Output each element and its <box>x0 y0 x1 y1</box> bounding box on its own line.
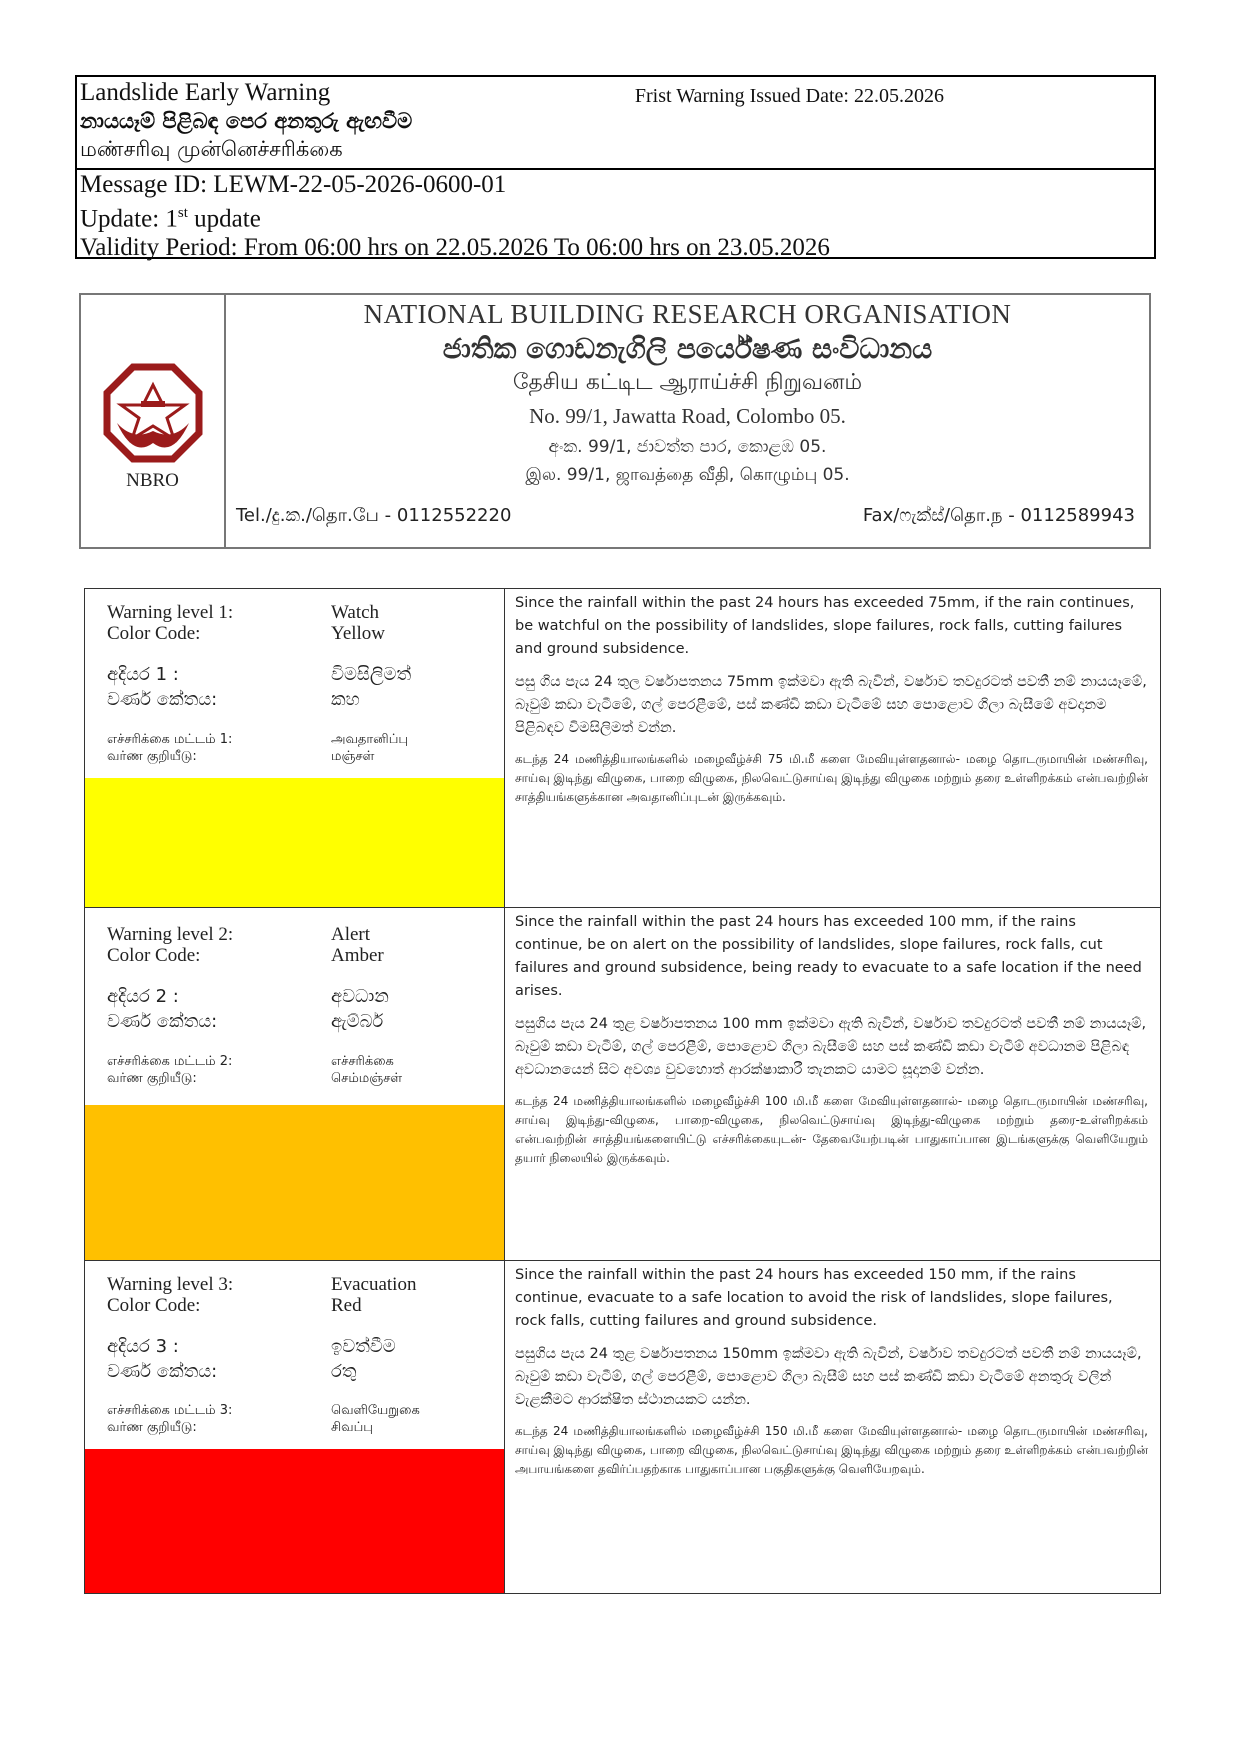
nbro-logo-label: NBRO <box>126 470 179 491</box>
color-label-ta: வர்ண குறியீடு: <box>107 749 197 764</box>
telephone-number: Tel./දු.ක./தொ.பே - 0112552220 <box>236 505 512 526</box>
org-address-english: No. 99/1, Jawatta Road, Colombo 05. <box>529 404 846 428</box>
title-english: Landslide Early Warning <box>80 79 331 106</box>
color-label-si: වර්ණ කේතය: <box>107 689 218 710</box>
level-value-ta: வெளியேறுகை <box>331 1403 420 1418</box>
fax-number: Fax/ෆැක්ස්/தொ.ந - 0112589943 <box>862 505 1135 526</box>
level-value-si: ඉවත්වීම <box>331 1336 396 1357</box>
level-label-si: අදියර 1 : <box>107 664 179 685</box>
description-sinhala: පසු ගිය පැය 24 තුල වර්ෂාපතනය 75mm ඉක්මවා ඇති බැවින්, වර්ෂාව තවදුරටත් පවතී නම් නායයෑමේ, බෑවුම් කඩා වැටීමේ, ගල් පෙරළීමේ, පස් කණ්ඩි කඩා වැටීමේ සහ පොළොව ගිලා බැසීමේ අවදානම පිළිබඳව විමසිලිමත් වන්න. <box>515 674 1147 736</box>
level-value-ta: அவதானிப்பு <box>331 732 409 747</box>
color-value-en: Yellow <box>331 623 386 644</box>
org-address-tamil: இல. 99/1, ஜாவத்தை வீதி, கொழும்பு 05. <box>525 465 850 485</box>
color-label-en: Color Code: <box>107 1295 201 1316</box>
org-name-english: NATIONAL BUILDING RESEARCH ORGANISATION <box>363 299 1012 329</box>
level-label-ta: எச்சரிக்கை மட்டம் 3: <box>107 1403 233 1418</box>
color-label-si: වර්ණ කේතය: <box>107 1361 218 1382</box>
color-swatch-red <box>85 1449 504 1593</box>
color-swatch-amber <box>85 1105 504 1260</box>
update-superscript: st <box>177 205 188 221</box>
level-label-si: අදියර 3 : <box>107 1336 179 1357</box>
level-value-en: Alert <box>331 924 371 945</box>
title-sinhala: නායයෑම් පිළිබඳ පෙර අනතුරු ඇඟවීම <box>80 109 413 133</box>
color-swatch-yellow <box>85 778 504 907</box>
description-sinhala: පසුගිය පැය 24 තුළ වර්ෂාපතනය 150mm ඉක්මවා ඇති බැවින්, වර්ෂාව තවදුරටත් පවතී නම් නායයෑම්, බෑවුම් කඩා වැටීම්, ගල් පෙරළීම්, පොළොව ගිලා බැසීම් සහ පස් කණ්ඩි කඩා වැටීමේ අනතුරු වලින් වැළකීමට ආරක්ෂිත ස්ථානයකට යන්න. <box>515 1346 1142 1408</box>
level-value-en: Evacuation <box>331 1274 417 1295</box>
warning-header <box>75 75 1156 262</box>
color-label-si: වර්ණ කේතය: <box>107 1011 218 1032</box>
issued-date: Frist Warning Issued Date: 22.05.2026 <box>634 85 944 107</box>
title-tamil: மண்சரிவு முன்னெச்சரிக்கை <box>80 137 343 161</box>
level-description-cell <box>505 589 1160 907</box>
warning-title-block <box>77 77 1154 170</box>
level-value-si: අවධාන <box>331 986 389 1007</box>
validity-period: Validity Period: From 06:00 hrs on 22.05.2026 To 06:00 hrs on 23.05.2026 <box>80 234 830 262</box>
description-english: Since the rainfall within the past 24 hours has exceeded 150 mm, if the rains continue, evacuate to a safe location to avoid the risk of landslides, slope failures, rock falls, cutting failures and ground subsidence. <box>515 1267 1113 1329</box>
level-label-en: Warning level 2: <box>107 924 234 945</box>
level-label-cell <box>85 589 505 907</box>
description-tamil: கடந்த 24 மணித்தியாலங்களில் மழைவீழ்ச்சி 75 மி.மீ களை மேவியுள்ளதனால்- மழை தொடருமாயின் மண்சரிவு, சாய்வு இடிந்து விழுகை, பாறை விழுகை, நிலவெட்டுசாய்வு இடிந்து விழுகை மற்றும் தரை உள்ளிறக்கம் என்பவற்றின் சாத்தியங்களுக்கான அவதானிப்புடன் இருக்கவும். <box>515 752 1148 804</box>
level-label-cell <box>85 1261 505 1593</box>
message-id: Message ID: LEWM-22-05-2026-0600-01 <box>80 171 507 198</box>
warning-level-row <box>85 908 1160 1261</box>
color-value-ta: சிவப்பு <box>331 1420 373 1435</box>
logo-cell <box>81 295 226 547</box>
color-label-en: Color Code: <box>107 623 201 644</box>
level-label-si: අදියර 2 : <box>107 986 179 1007</box>
warning-level-row <box>85 1261 1160 1593</box>
warning-levels-table <box>84 588 1161 1594</box>
message-details <box>80 170 830 262</box>
org-name-tamil: தேசிய கட்டிட ஆராய்ச்சி நிறுவனம் <box>512 370 863 395</box>
level-label-ta: எச்சரிக்கை மட்டம் 2: <box>107 1054 233 1069</box>
color-value-en: Amber <box>331 945 384 966</box>
description-tamil: கடந்த 24 மணித்தியாலங்களில் மழைவீழ்ச்சி 150 மி.மீ களை மேவியுள்ளதனால்- மழை தொடருமாயின் மண்சரிவு, சாய்வு இடிந்து விழுகை, பாறை விழுகை, நிலவெட்டுசாய்வு இடிந்து விழுகை மற்றும் தரை உள்ளிறக்கம் என்பவற்றின் அபாயங்களை தவிர்ப்பதற்காக பாதுகாப்பான பகுதிகளுக்கு வெளியேறவும். <box>515 1424 1148 1476</box>
org-address-sinhala: අංක. 99/1, ජාවත්ත පාර, කොළඹ 05. <box>548 437 827 457</box>
level-label-en: Warning level 1: <box>107 602 234 623</box>
update-prefix: Update: 1 <box>80 205 178 233</box>
level-description-cell <box>505 908 1160 1260</box>
color-label-ta: வர்ண குறியீடு: <box>107 1420 197 1435</box>
description-english: Since the rainfall within the past 24 hours has exceeded 75mm, if the rain continues, be watchful on the possibility of landslides, slope failures, rock falls, cutting failures and ground subsidence. <box>515 595 1135 657</box>
update-info <box>80 199 830 233</box>
organisation-info <box>226 295 1149 495</box>
color-value-si: රතු <box>331 1361 357 1382</box>
organisation-letterhead <box>79 293 1151 549</box>
color-label-ta: வர்ண குறியீடு: <box>107 1071 197 1086</box>
level-value-en: Watch <box>331 602 380 623</box>
description-tamil: கடந்த 24 மணித்தியாலங்களில் மழைவீழ்ச்சி 100 மி.மீ களை மேவியுள்ளதனால்- மழை தொடருமாயின் மண்சரிவு, சாய்வு இடிந்து-விழுகை, பாறை-விழுகை, நிலவெட்டுசாய்வு இடிந்து-விழுகை மற்றும் தரை-உள்ளிறக்கம் என்பவற்றின் சாத்தியங்களையிட்டு எச்சரிக்கையுடன்- தேவையேற்படின் பாதுகாப்பான இடங்களுக்கு வெளியேறும் தயார் நிலையில் இருக்கவும். <box>515 1094 1148 1165</box>
warning-level-row <box>85 589 1160 908</box>
level-value-si: විමසිලිමත් <box>331 664 412 685</box>
color-value-en: Red <box>331 1295 362 1316</box>
color-value-ta: செம்மஞ்சள் <box>331 1071 403 1086</box>
description-sinhala: පසුගිය පැය 24 තුළ වර්ෂාපතනය 100 mm ඉක්මවා ඇති බැවින්, වර්ෂාව තවදුරටත් පවතී නම් නායයෑම්, බෑවුම් කඩා වැටීම්, ගල් පෙරළීම්, පොළොව ගිලා බැසීමේ සහ පස් කණ්ඩි කඩා වැටීම් අවධානම පිළිබඳ අවධානයෙන් සිට අවශ්‍ය වුවහොත් ආරක්ෂාකාරී තැනකට යාමට සූදානම් වන්න. <box>515 1016 1147 1078</box>
color-value-ta: மஞ்சள் <box>331 749 375 764</box>
description-english: Since the rainfall within the past 24 hours has exceeded 100 mm, if the rains continue, be on alert on the possibility of landslides, slope failures, rock falls, cut failures and ground subsidence, being ready to evacuate to a safe location if the need arises. <box>515 914 1142 999</box>
color-value-si: කහ <box>331 689 360 710</box>
level-label-cell <box>85 908 505 1260</box>
level-value-ta: எச்சரிக்கை <box>331 1054 394 1069</box>
color-value-si: ඇම්බර් <box>331 1011 384 1032</box>
level-description-cell <box>505 1261 1160 1593</box>
org-name-sinhala: ජාතික ගොඩනැගිලි පර්යේෂණ සංවිධානය <box>442 332 933 365</box>
color-label-en: Color Code: <box>107 945 201 966</box>
level-label-ta: எச்சரிக்கை மட்டம் 1: <box>107 732 233 747</box>
update-suffix: update <box>187 205 261 233</box>
nbro-logo-icon <box>103 363 203 463</box>
level-label-en: Warning level 3: <box>107 1274 234 1295</box>
